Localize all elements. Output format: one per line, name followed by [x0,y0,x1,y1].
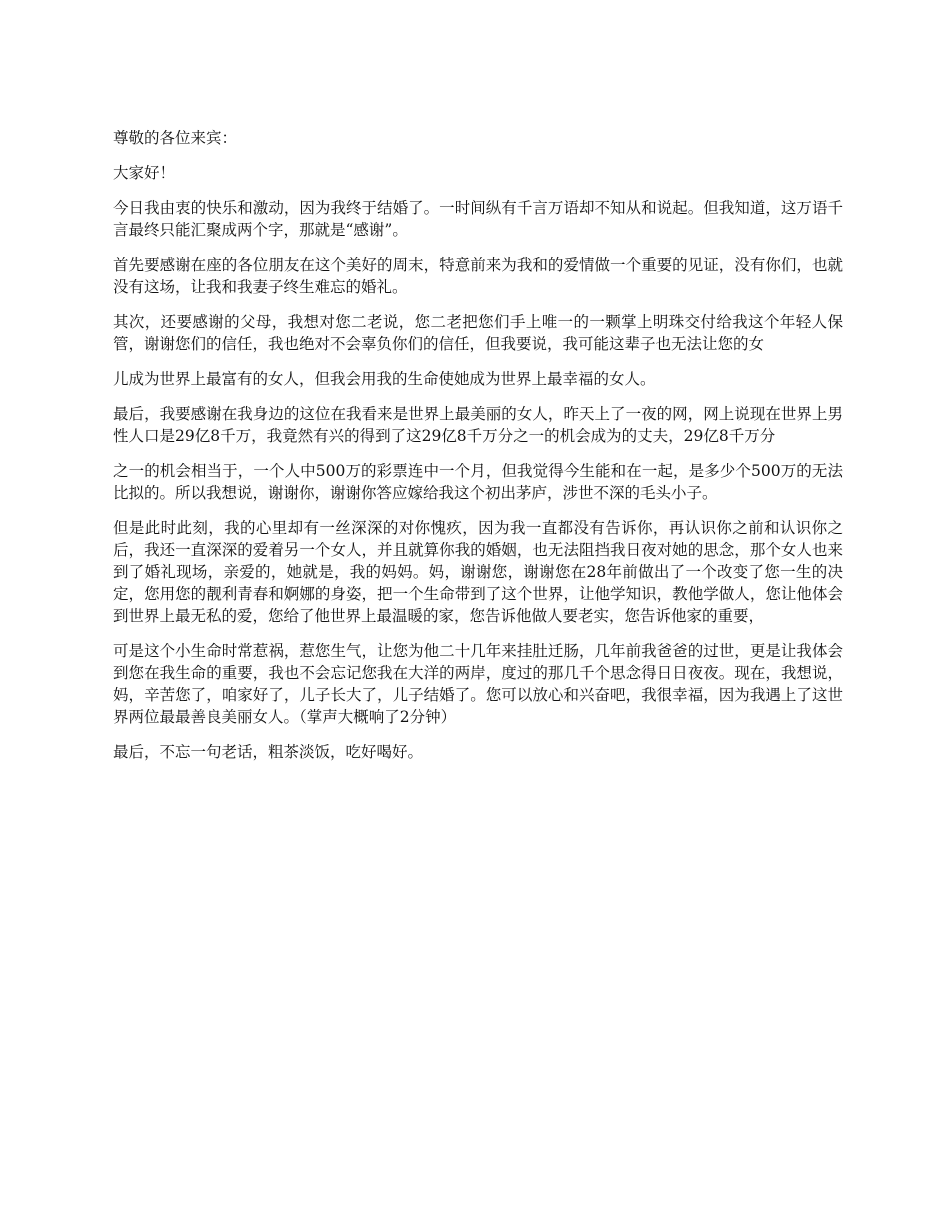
paragraph: 最后，我要感谢在我身边的这位在我看来是世界上最美丽的女人，昨天上了一夜的网，网上说现在世界上男性人口是29亿8千万，我竟然有兴的得到了这29亿8千万分之一的机会成为的丈夫，29亿8千万分 [113,405,843,445]
paragraph: 首先要感谢在座的各位朋友在这个美好的周末，特意前来为我和的爱情做一个重要的见证，没有你们，也就没有这场，让我和我妻子终生难忘的婚礼。 [113,256,843,296]
paragraph: 其次，还要感谢的父母，我想对您二老说，您二老把您们手上唯一的一颗掌上明珠交付给我这个年轻人保管，谢谢您们的信任，我也绝对不会辜负你们的信任，但我要说，我可能这辈子也无法让您的女 [113,313,843,353]
paragraph: 之一的机会相当于，一个人中500万的彩票连中一个月，但我觉得今生能和在一起，是多少个500万的无法比拟的。所以我想说，谢谢你，谢谢你答应嫁给我这个初出茅庐，涉世不深的毛头小子。 [113,462,843,502]
greeting: 大家好！ [113,164,176,182]
salutation: 尊敬的各位来宾： [113,129,238,147]
closing: 最后，不忘一句老话，粗茶淡饭，吃好喝好。 [113,743,424,761]
paragraph: 但是此时此刻，我的心里却有一丝深深的对你愧疚，因为我一直都没有告诉你，再认识你之前和认识你之后，我还一直深深的爱着另一个女人，并且就算你我的婚姻，也无法阻挡我日夜对她的思念，那个女人也来到了婚礼现场，亲爱的，她就是，我的妈妈。妈，谢谢您，谢谢您在28年前做出了一个改变了您一生的决定，您用您的靓利青春和婀娜的身姿，把一个生命带到了这个世界，让他学知识，教他学做人，您让他体会到世界上最无私的爱，您给了他世界上最温暖的家，您告诉他做人要老实，您告诉他家的重要， [113,519,843,625]
paragraph: 可是这个小生命时常惹祸，惹您生气，让您为他二十几年来挂肚迁肠，几年前我爸爸的过世，更是让我体会到您在我生命的重要，我也不会忘记您我在大洋的两岸，度过的那几千个思念得日日夜夜。现在，我想说，妈，辛苦您了，咱家好了，儿子长大了，儿子结婚了。您可以放心和兴奋吧，我很幸福，因为我遇上了这世界两位最最善良美丽女人。（掌声大概响了2分钟） [113,642,843,726]
paragraph: 儿成为世界上最富有的女人，但我会用我的生命使她成为世界上最幸福的女人。 [113,370,656,388]
document-body [113,127,843,776]
paragraph: 今日我由衷的快乐和激动，因为我终于结婚了。一时间纵有千言万语却不知从和说起。但我知道，这万语千言最终只能汇聚成两个字，那就是“感谢”。 [113,199,843,239]
